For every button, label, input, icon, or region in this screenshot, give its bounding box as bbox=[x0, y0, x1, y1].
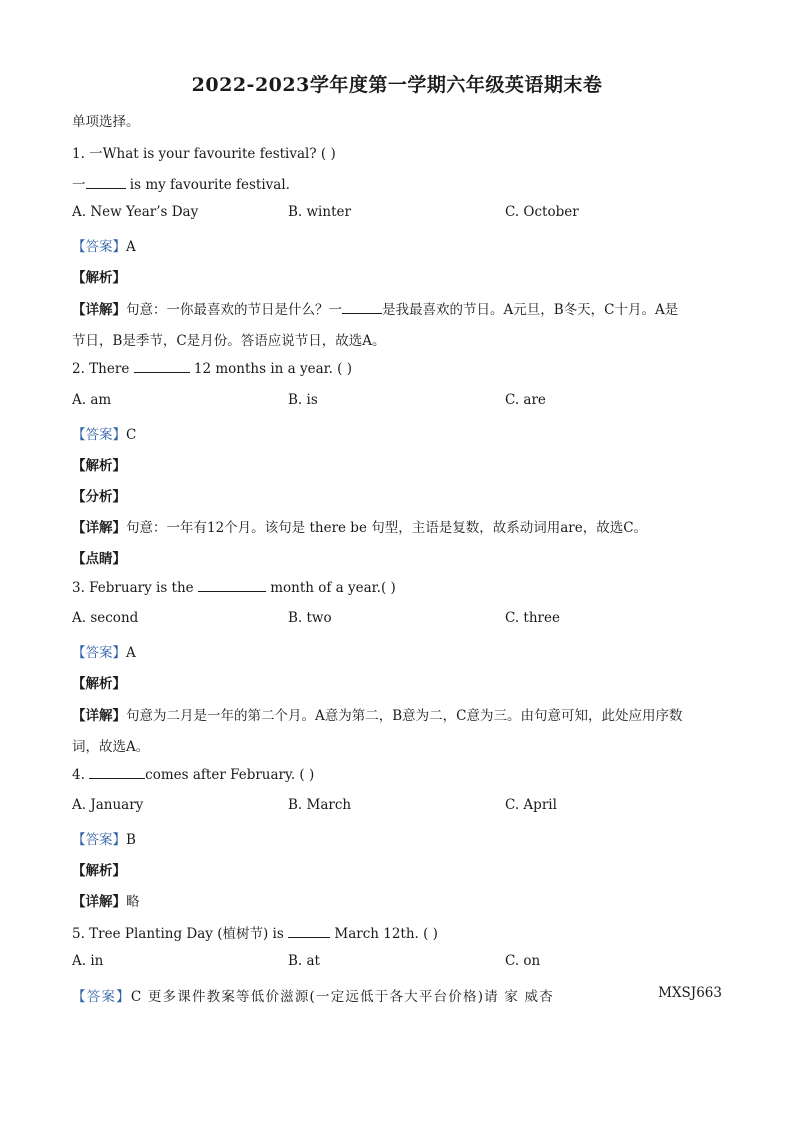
q2-answer-label: 【答案】 bbox=[72, 427, 126, 443]
q2-option-a: A. am bbox=[72, 392, 112, 408]
q3-blank bbox=[198, 579, 266, 592]
q3-detail-line1: 【详解】句意为二月是一年的第二个月。A意为第二，B意为二，C意为三。由句意可知，此处应用序数 bbox=[72, 708, 683, 724]
q3-answer-value: A bbox=[126, 645, 136, 661]
q1-detail-line1: 【详解】句意：一你最喜欢的节日是什么？一 是我最喜欢的节日。A元旦，B冬天，C十月。A是 bbox=[72, 302, 679, 318]
q1-stem: 1. 一What is your favourite festival? ( ) bbox=[72, 146, 336, 162]
promo-text: 更多课件教案等低价滋源(一定远低于各大平台价格)请 家 威杏 bbox=[147, 989, 554, 1005]
q2-option-b: B. is bbox=[288, 392, 318, 408]
q2-stem: 2. There 12 months in a year. ( ) bbox=[72, 361, 353, 377]
q5-option-c: C. on bbox=[505, 953, 541, 969]
q4-detail: 【详解】略 bbox=[72, 894, 140, 910]
q1-option-a: A. New Year’s Day bbox=[72, 204, 199, 220]
q4-detail-label: 【详解】 bbox=[72, 894, 126, 910]
q1-answer-label: 【答案】 bbox=[72, 239, 126, 255]
section-heading: 单项选择。 bbox=[72, 114, 140, 130]
q5-stem: 5. Tree Planting Day (植树节) is March 12th. ( ) bbox=[72, 926, 438, 942]
q2-detail-label: 【详解】 bbox=[72, 520, 126, 536]
q1-blank bbox=[86, 176, 126, 189]
q3-option-c: C. three bbox=[505, 610, 560, 626]
q1-detail-line2: 节日，B是季节，C是月份。答语应说节日，故选A。 bbox=[72, 333, 386, 349]
q2-answer bbox=[72, 423, 136, 443]
q4-analysis-label: 【解析】 bbox=[72, 863, 126, 879]
q4-answer bbox=[72, 828, 136, 848]
q1-option-b: B. winter bbox=[288, 204, 351, 220]
q1-answer-value: A bbox=[126, 239, 136, 255]
q1-detail-label: 【详解】 bbox=[72, 302, 126, 318]
q3-option-b: B. two bbox=[288, 610, 332, 626]
q2-option-c: C. are bbox=[505, 392, 546, 408]
q1-reply bbox=[72, 173, 290, 193]
q3-stem: 3. February is the month of a year.( ) bbox=[72, 580, 396, 596]
q4-option-c: C. April bbox=[505, 797, 557, 813]
q5-answer-value: C bbox=[130, 989, 143, 1005]
page-title: 2022-2023学年度第一学期六年级英语期末卷 bbox=[191, 74, 603, 96]
q1-reply-dash: 一 bbox=[72, 177, 86, 193]
q5-option-a: A. in bbox=[72, 953, 104, 969]
q5-answer-label: 【答案】 bbox=[72, 989, 131, 1005]
q3-detail-line2: 词，故选A。 bbox=[72, 739, 150, 755]
q4-stem: 4. comes after February. ( ) bbox=[72, 767, 315, 783]
q5-answer bbox=[72, 985, 554, 1005]
q4-option-a: A. January bbox=[72, 797, 144, 813]
q1-detail-blank bbox=[342, 301, 382, 314]
q2-analysis-label: 【解析】 bbox=[72, 458, 126, 474]
q1-reply-text: is my favourite festival. bbox=[125, 177, 290, 193]
q3-answer bbox=[72, 641, 136, 661]
q3-analysis-label: 【解析】 bbox=[72, 676, 126, 692]
q1-option-c: C. October bbox=[505, 204, 579, 220]
q2-blank bbox=[134, 360, 190, 373]
promo-code: MXSJ663 bbox=[658, 985, 722, 1001]
q3-option-a: A. second bbox=[72, 610, 139, 626]
q4-option-b: B. March bbox=[288, 797, 352, 813]
q4-answer-label: 【答案】 bbox=[72, 832, 126, 848]
q3-detail-label: 【详解】 bbox=[72, 708, 126, 724]
q5-option-b: B. at bbox=[288, 953, 320, 969]
q3-answer-label: 【答案】 bbox=[72, 645, 126, 661]
q2-dianjing-label: 【点睛】 bbox=[72, 551, 126, 567]
q1-answer bbox=[72, 235, 136, 255]
q5-blank bbox=[288, 925, 330, 938]
q4-blank bbox=[89, 766, 145, 779]
q4-answer-value: B bbox=[126, 832, 136, 848]
q1-analysis-label: 【解析】 bbox=[72, 270, 126, 286]
q2-answer-value: C bbox=[126, 427, 137, 443]
q2-detail: 【详解】句意：一年有12个月。该句是 there be 句型，主语是复数，故系动词用are，故选C。 bbox=[72, 520, 648, 536]
q2-fenxi-label: 【分析】 bbox=[72, 489, 126, 505]
